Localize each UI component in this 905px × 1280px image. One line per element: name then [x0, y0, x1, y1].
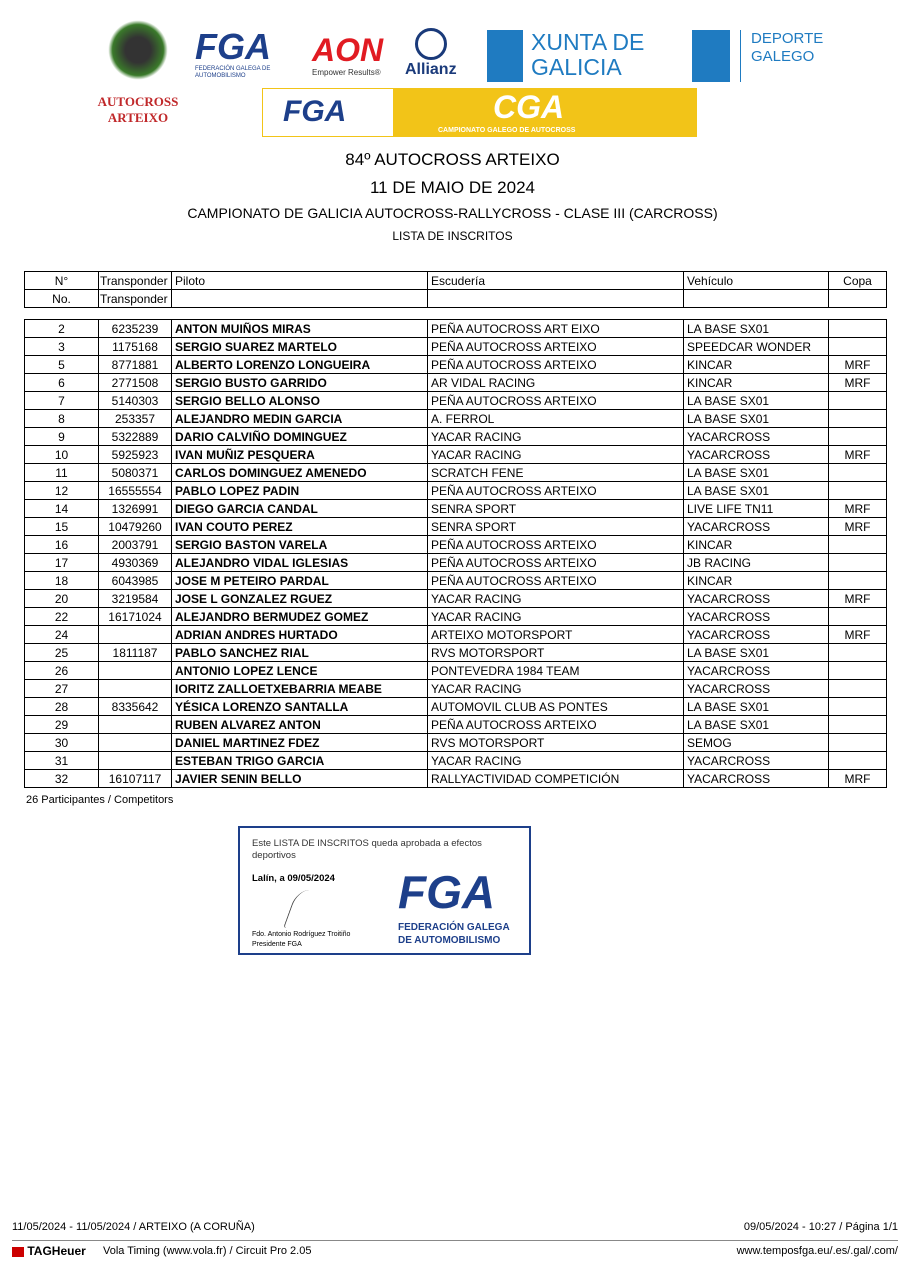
stamp-text: Este LISTA DE INSCRITOS queda aprobada a efectos deportivos: [252, 838, 482, 861]
table-row: [25, 320, 887, 338]
table-row: [25, 374, 887, 392]
team: YACAR RACING: [428, 590, 684, 608]
transponder: [99, 734, 172, 752]
entry-number: 9: [25, 428, 99, 446]
footer-timing: Vola Timing (www.vola.fr) / Circuit Pro 2.05: [103, 1245, 312, 1257]
entry-number: 18: [25, 572, 99, 590]
team: AUTOMOVIL CLUB AS PONTES: [428, 698, 684, 716]
col-transponder: Transponder: [99, 272, 172, 290]
entry-number: 15: [25, 518, 99, 536]
vehicle: YACARCROSS: [684, 446, 829, 464]
entry-number: 12: [25, 482, 99, 500]
table-row: [25, 392, 887, 410]
team: YACAR RACING: [428, 680, 684, 698]
transponder: 1811187: [99, 644, 172, 662]
driver: ADRIAN ANDRES HURTADO: [172, 626, 428, 644]
transponder: 8335642: [99, 698, 172, 716]
table-row: [25, 356, 887, 374]
team: SENRA SPORT: [428, 500, 684, 518]
driver: YÉSICA LORENZO SANTALLA: [172, 698, 428, 716]
driver: ANTONIO LOPEZ LENCE: [172, 662, 428, 680]
vehicle: YACARCROSS: [684, 590, 829, 608]
fga-logo: FGA FEDERACIÓN GALEGA DE AUTOMOBILISMO: [195, 26, 271, 79]
table-row: [25, 572, 887, 590]
col-escuderia: Escudería: [428, 272, 684, 290]
transponder: [99, 680, 172, 698]
col-n-en: No.: [25, 290, 99, 308]
driver: SERGIO BASTON VARELA: [172, 536, 428, 554]
driver: RUBEN ALVAREZ ANTON: [172, 716, 428, 734]
driver: ALEJANDRO MEDIN GARCIA: [172, 410, 428, 428]
cup: MRF: [829, 374, 887, 392]
team: YACAR RACING: [428, 428, 684, 446]
vehicle: SPEEDCAR WONDER: [684, 338, 829, 356]
footer-divider: [12, 1240, 898, 1241]
transponder: [99, 716, 172, 734]
team: YACAR RACING: [428, 752, 684, 770]
vehicle: SEMOG: [684, 734, 829, 752]
championship-title: CAMPIONATO DE GALICIA AUTOCROSS-RALLYCROSS - CLASE III (CARCROSS): [187, 205, 718, 221]
xunta-logo: XUNTA DE GALICIA: [487, 30, 671, 82]
cup: [829, 662, 887, 680]
driver: IVAN MUÑIZ PESQUERA: [172, 446, 428, 464]
cup: [829, 464, 887, 482]
driver: SERGIO BELLO ALONSO: [172, 392, 428, 410]
transponder: 5140303: [99, 392, 172, 410]
cup: [829, 428, 887, 446]
stamp-fga-logo: FGA: [398, 866, 496, 918]
cup: [829, 572, 887, 590]
vehicle: LA BASE SX01: [684, 392, 829, 410]
entry-number: 32: [25, 770, 99, 788]
table-row: [25, 338, 887, 356]
cup: [829, 680, 887, 698]
transponder: 3219584: [99, 590, 172, 608]
table-row: [25, 716, 887, 734]
team: A. FERROL: [428, 410, 684, 428]
team: PEÑA AUTOCROSS ARTEIXO: [428, 392, 684, 410]
cup: [829, 554, 887, 572]
participants-count: 26 Participantes / Competitors: [26, 794, 174, 806]
cup: MRF: [829, 518, 887, 536]
cup: MRF: [829, 770, 887, 788]
driver: DARIO CALVIÑO DOMINGUEZ: [172, 428, 428, 446]
cup: MRF: [829, 590, 887, 608]
team: YACAR RACING: [428, 446, 684, 464]
table-row: [25, 554, 887, 572]
team: PEÑA AUTOCROSS ARTEIXO: [428, 716, 684, 734]
aon-logo: AON Empower Results®: [312, 32, 384, 77]
vehicle: LIVE LIFE TN11: [684, 500, 829, 518]
deporte-galego-logo: DEPORTE GALEGO: [692, 30, 831, 82]
transponder: 16555554: [99, 482, 172, 500]
transponder: 8771881: [99, 356, 172, 374]
table-row: [25, 518, 887, 536]
entry-number: 20: [25, 590, 99, 608]
driver: SERGIO BUSTO GARRIDO: [172, 374, 428, 392]
col-copa: Copa: [829, 272, 887, 290]
col-vehiculo: Vehículo: [684, 272, 829, 290]
table-row: [25, 446, 887, 464]
cup: MRF: [829, 356, 887, 374]
entry-number: 3: [25, 338, 99, 356]
team: YACAR RACING: [428, 608, 684, 626]
transponder: 5925923: [99, 446, 172, 464]
list-title: LISTA DE INSCRITOS: [392, 229, 513, 243]
footer-location: 11/05/2024 - 11/05/2024 / ARTEIXO (A CORUÑA): [12, 1221, 255, 1233]
entry-number: 14: [25, 500, 99, 518]
team: PONTEVEDRA 1984 TEAM: [428, 662, 684, 680]
vehicle: KINCAR: [684, 536, 829, 554]
entry-number: 29: [25, 716, 99, 734]
cga-banner: FGA CGA CAMPIONATO GALEGO DE AUTOCROSS: [262, 88, 697, 137]
driver: ANTON MUIÑOS MIRAS: [172, 320, 428, 338]
cup: [829, 752, 887, 770]
cup: [829, 644, 887, 662]
transponder: 1175168: [99, 338, 172, 356]
entry-number: 6: [25, 374, 99, 392]
cup: [829, 716, 887, 734]
transponder: 4930369: [99, 554, 172, 572]
entry-number: 5: [25, 356, 99, 374]
driver: DANIEL MARTINEZ FDEZ: [172, 734, 428, 752]
table-row: [25, 428, 887, 446]
entry-number: 30: [25, 734, 99, 752]
table-row: [25, 698, 887, 716]
transponder: [99, 752, 172, 770]
col-piloto: Piloto: [172, 272, 428, 290]
entry-number: 24: [25, 626, 99, 644]
entry-number: 8: [25, 410, 99, 428]
entry-number: 27: [25, 680, 99, 698]
table-row: [25, 590, 887, 608]
vehicle: KINCAR: [684, 356, 829, 374]
col-transponder-en: Transponder: [99, 290, 172, 308]
table-row: [25, 626, 887, 644]
entry-number: 31: [25, 752, 99, 770]
header-table: [24, 271, 887, 308]
cup: [829, 536, 887, 554]
transponder: 6235239: [99, 320, 172, 338]
vehicle: YACARCROSS: [684, 680, 829, 698]
stamp-org1: FEDERACIÓN GALEGA: [398, 922, 510, 933]
cup: [829, 338, 887, 356]
stamp-signer: Fdo. Antonio Rodríguez Troitiño: [252, 931, 351, 938]
driver: ESTEBAN TRIGO GARCIA: [172, 752, 428, 770]
transponder: 6043985: [99, 572, 172, 590]
table-row: [25, 410, 887, 428]
vehicle: LA BASE SX01: [684, 320, 829, 338]
stamp-org2: DE AUTOMOBILISMO: [398, 935, 501, 946]
cup: MRF: [829, 446, 887, 464]
team: PEÑA AUTOCROSS ARTEIXO: [428, 482, 684, 500]
table-row: [25, 734, 887, 752]
transponder: [99, 626, 172, 644]
cup: [829, 734, 887, 752]
entry-number: 16: [25, 536, 99, 554]
table-row: [25, 608, 887, 626]
cup: MRF: [829, 500, 887, 518]
entry-number: 11: [25, 464, 99, 482]
team: SCRATCH FENE: [428, 464, 684, 482]
entry-number: 17: [25, 554, 99, 572]
driver: ALEJANDRO BERMUDEZ GOMEZ: [172, 608, 428, 626]
entry-number: 28: [25, 698, 99, 716]
driver: JOSE M PETEIRO PARDAL: [172, 572, 428, 590]
driver: JOSE L GONZALEZ RGUEZ: [172, 590, 428, 608]
vehicle: YACARCROSS: [684, 608, 829, 626]
entry-number: 7: [25, 392, 99, 410]
vehicle: YACARCROSS: [684, 752, 829, 770]
team: RALLYACTIVIDAD COMPETICIÓN: [428, 770, 684, 788]
vehicle: LA BASE SX01: [684, 482, 829, 500]
entry-number: 22: [25, 608, 99, 626]
team: PEÑA AUTOCROSS ARTEIXO: [428, 554, 684, 572]
team: ARTEIXO MOTORSPORT: [428, 626, 684, 644]
table-row: [25, 680, 887, 698]
vehicle: YACARCROSS: [684, 428, 829, 446]
entry-number: 2: [25, 320, 99, 338]
vehicle: LA BASE SX01: [684, 716, 829, 734]
transponder: 1326991: [99, 500, 172, 518]
table-row: [25, 752, 887, 770]
vehicle: YACARCROSS: [684, 770, 829, 788]
driver: JAVIER SENIN BELLO: [172, 770, 428, 788]
transponder: 16107117: [99, 770, 172, 788]
cup: [829, 482, 887, 500]
transponder: 5080371: [99, 464, 172, 482]
transponder: 253357: [99, 410, 172, 428]
vehicle: YACARCROSS: [684, 662, 829, 680]
entry-number: 10: [25, 446, 99, 464]
vehicle: LA BASE SX01: [684, 410, 829, 428]
vehicle: LA BASE SX01: [684, 464, 829, 482]
cup: MRF: [829, 626, 887, 644]
vehicle: YACARCROSS: [684, 626, 829, 644]
table-row: [25, 644, 887, 662]
tagheuer-logo: TAGHeuer: [12, 1244, 86, 1258]
driver: CARLOS DOMINGUEZ AMENEDO: [172, 464, 428, 482]
cup: [829, 320, 887, 338]
team: PEÑA AUTOCROSS ARTEIXO: [428, 338, 684, 356]
transponder: 5322889: [99, 428, 172, 446]
transponder: 10479260: [99, 518, 172, 536]
vehicle: LA BASE SX01: [684, 698, 829, 716]
table-row: [25, 500, 887, 518]
team: SENRA SPORT: [428, 518, 684, 536]
transponder: 2003791: [99, 536, 172, 554]
transponder: 2771508: [99, 374, 172, 392]
cup: [829, 698, 887, 716]
team: PEÑA AUTOCROSS ART EIXO: [428, 320, 684, 338]
cup: [829, 392, 887, 410]
driver: PABLO LOPEZ PADIN: [172, 482, 428, 500]
vehicle: LA BASE SX01: [684, 644, 829, 662]
approval-stamp: [238, 826, 531, 955]
table-row: [25, 464, 887, 482]
table-row: [25, 536, 887, 554]
team: RVS MOTORSPORT: [428, 644, 684, 662]
stamp-role: Presidente FGA: [252, 941, 302, 948]
vehicle: YACARCROSS: [684, 518, 829, 536]
team: AR VIDAL RACING: [428, 374, 684, 392]
allianz-logo: Allianz: [405, 28, 457, 80]
table-row: [25, 482, 887, 500]
team: PEÑA AUTOCROSS ARTEIXO: [428, 356, 684, 374]
stamp-place: Lalín, a 09/05/2024: [252, 873, 335, 884]
team: PEÑA AUTOCROSS ARTEIXO: [428, 572, 684, 590]
vehicle: JB RACING: [684, 554, 829, 572]
footer-page: 09/05/2024 - 10:27 / Página 1/1: [743, 1221, 898, 1233]
vehicle: KINCAR: [684, 374, 829, 392]
table-row: [25, 770, 887, 788]
footer-url[interactable]: www.temposfga.eu/.es/.gal/.com/: [736, 1245, 898, 1257]
driver: DIEGO GARCIA CANDAL: [172, 500, 428, 518]
autocross-arteixo-logo: AUTOCROSS ARTEIXO: [88, 20, 188, 135]
driver: IORITZ ZALLOETXEBARRIA MEABE: [172, 680, 428, 698]
transponder: 16171024: [99, 608, 172, 626]
cup: [829, 410, 887, 428]
entry-number: 25: [25, 644, 99, 662]
cup: [829, 608, 887, 626]
team: PEÑA AUTOCROSS ARTEIXO: [428, 536, 684, 554]
driver: PABLO SANCHEZ RIAL: [172, 644, 428, 662]
vehicle: KINCAR: [684, 572, 829, 590]
transponder: [99, 662, 172, 680]
entries-table: [24, 319, 887, 788]
driver: ALBERTO LORENZO LONGUEIRA: [172, 356, 428, 374]
driver: SERGIO SUAREZ MARTELO: [172, 338, 428, 356]
team: RVS MOTORSPORT: [428, 734, 684, 752]
signature: [283, 890, 328, 928]
driver: ALEJANDRO VIDAL IGLESIAS: [172, 554, 428, 572]
event-date: 11 DE MAIO DE 2024: [369, 178, 536, 197]
col-n: N°: [25, 272, 99, 290]
entry-number: 26: [25, 662, 99, 680]
table-row: [25, 662, 887, 680]
event-title: 84º AUTOCROSS ARTEIXO: [345, 150, 560, 169]
driver: IVAN COUTO PEREZ: [172, 518, 428, 536]
